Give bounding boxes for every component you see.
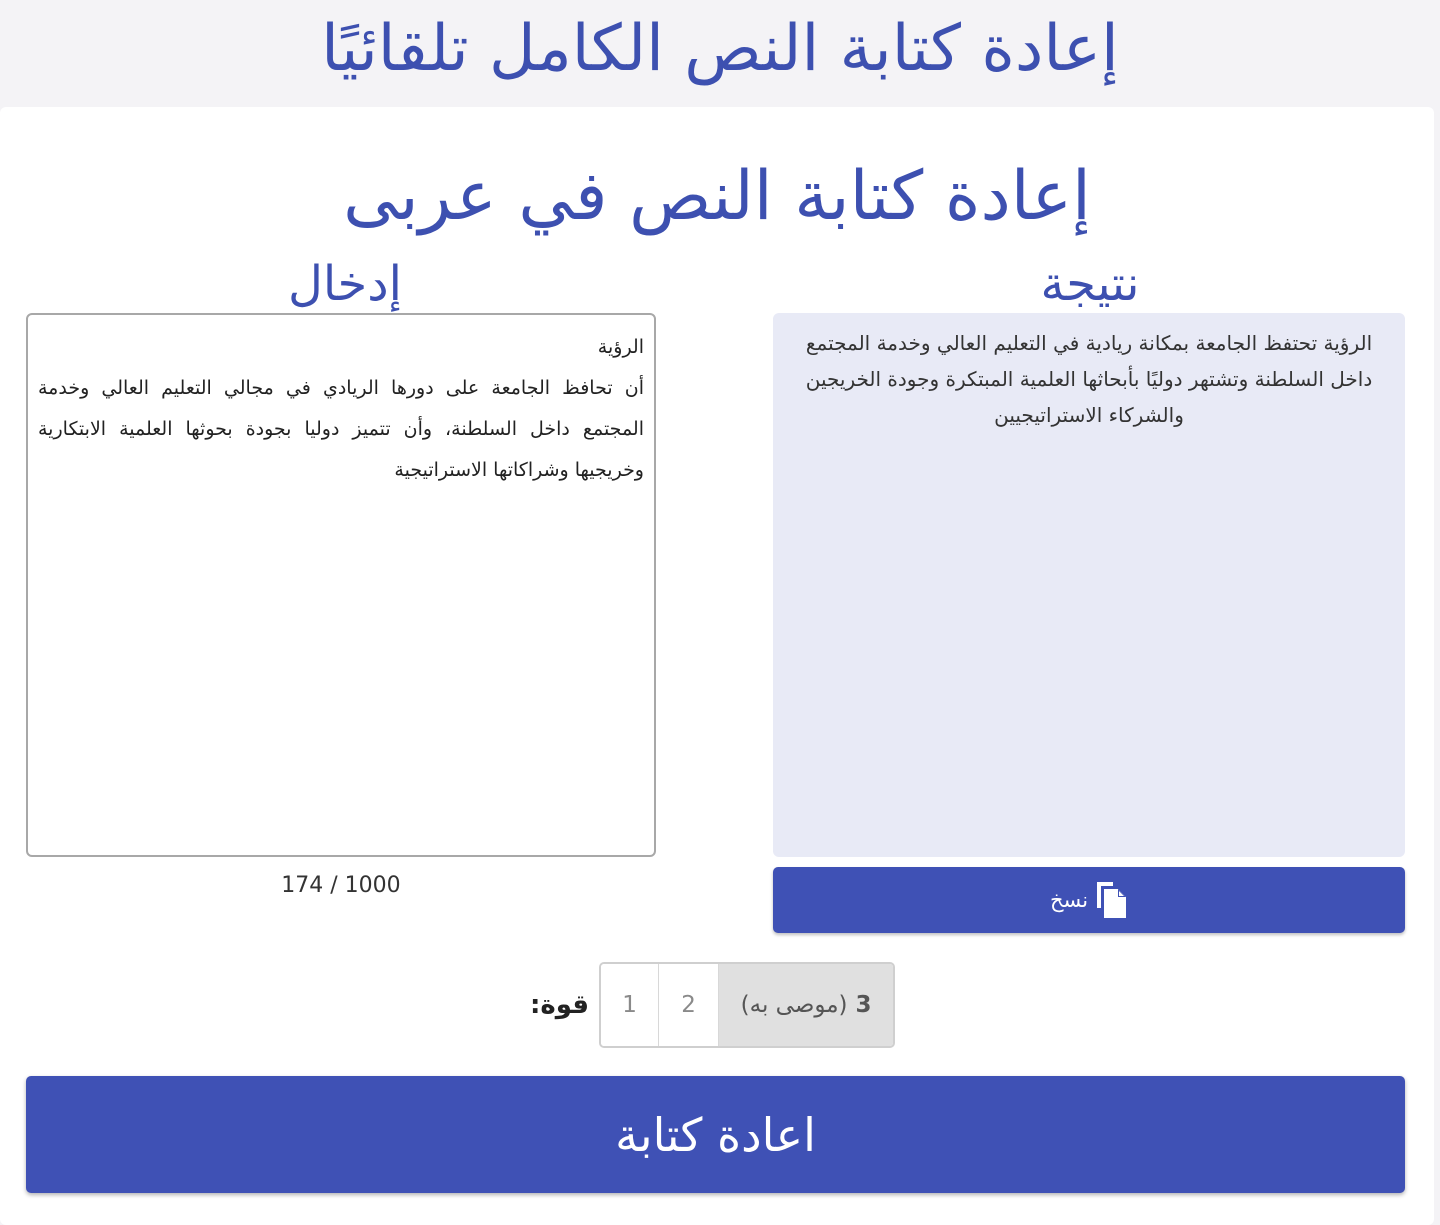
- strength-option-1-label: 1: [622, 992, 637, 1018]
- strength-option-2[interactable]: [658, 964, 718, 1046]
- strength-selector: [530, 962, 895, 1048]
- strength-option-2-label: 2: [681, 992, 696, 1018]
- input-label: إدخال: [288, 256, 402, 312]
- strength-option-3[interactable]: [718, 964, 893, 1046]
- copy-button-label: نسخ: [1049, 888, 1089, 912]
- strength-option-1[interactable]: [601, 964, 658, 1046]
- strength-options: [599, 962, 895, 1048]
- tool-title: إعادة كتابة النص في عربى: [343, 157, 1091, 236]
- site-title: إعادة كتابة النص الكامل تلقائيًا: [321, 12, 1119, 86]
- rewriter-card: [0, 107, 1434, 1225]
- strength-label: :قوة: [530, 990, 590, 1020]
- strength-option-3-label: 3: [855, 992, 872, 1018]
- input-textarea[interactable]: [26, 313, 656, 857]
- result-output: الرؤية تحتفظ الجامعة بمكانة ريادية في التعليم العالي وخدمة المجتمع داخل السلطنة وتشتهر دوليًا بأبحاثها العلمية المبتكرة وجودة الخريجين والشركاء الاستراتيجيين: [773, 313, 1405, 857]
- rewrite-button[interactable]: [26, 1076, 1405, 1193]
- rewrite-button-label: اعادة كتابة: [615, 1107, 816, 1162]
- strength-option-3-note: (موصى به): [740, 992, 848, 1018]
- result-label: نتيجة: [1040, 256, 1140, 312]
- character-counter: 174 / 1000: [281, 873, 401, 898]
- copy-button[interactable]: [773, 867, 1405, 933]
- copy-icon: [1094, 880, 1128, 920]
